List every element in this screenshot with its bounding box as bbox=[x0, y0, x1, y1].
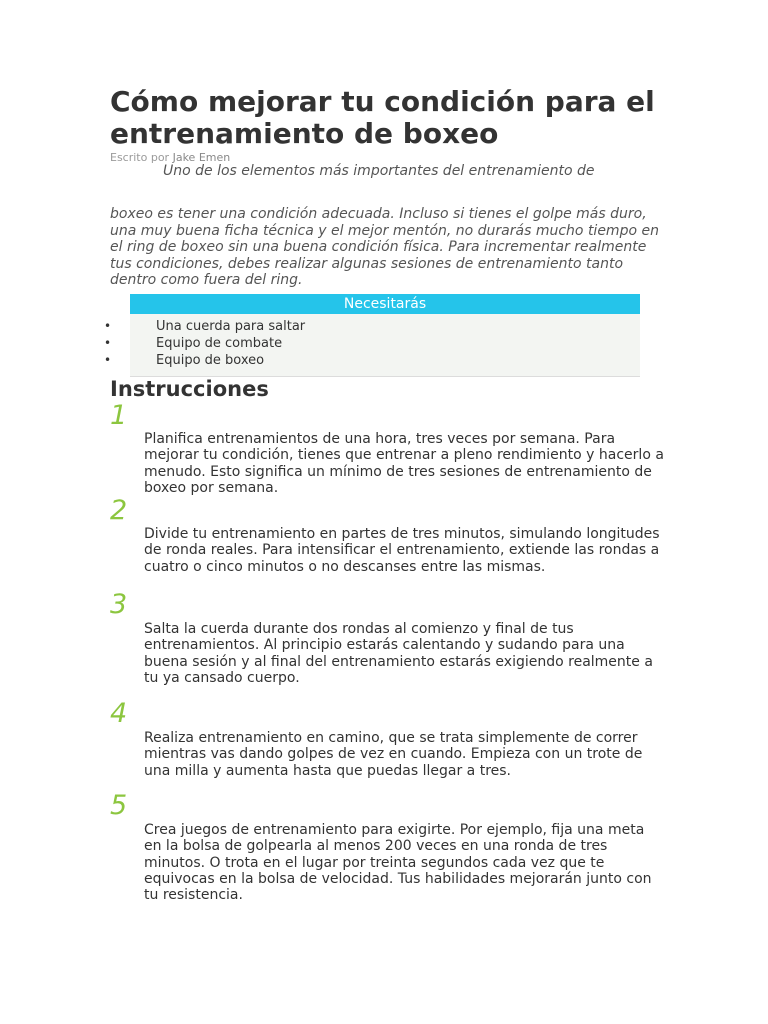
byline-prefix: Escrito por bbox=[110, 151, 170, 164]
list-item bbox=[0, 335, 400, 352]
intro-first-line: Uno de los elementos más importantes del entrenamiento de bbox=[163, 163, 595, 179]
list-item bbox=[0, 318, 400, 335]
step-number: 5 bbox=[110, 790, 128, 821]
intro-paragraph: boxeo es tener una condición adecuada. Incluso si tienes el golpe más duro, una muy buena ficha técnica y el mejor mentón, no durarás mucho tiempo en el ring de boxeo sin una buena condición física. Para incrementar realmente tus condiciones, debes realizar algunas sesiones de entrenamiento tanto dentro como fuera del ring. bbox=[110, 206, 659, 289]
step-text: Realiza entrenamiento en camino, que se trata simplemente de correr mientras vas dando golpes de vez en cuando. Empieza con un trote de una milla y aumenta hasta que puedas llegar a tres. bbox=[144, 730, 643, 779]
step-number: 4 bbox=[110, 698, 128, 729]
step-text: Crea juegos de entrenamiento para exigirte. Por ejemplo, fija una meta en la bolsa de golpearla al menos 200 veces en una ronda de tres minutos. O trota en el lugar por treinta segundos cada vez que te equivocas en la bolsa de velocidad. Tus habilidades mejorarán junto con tu resistencia. bbox=[144, 822, 652, 904]
list-item bbox=[0, 352, 400, 369]
step-text: Salta la cuerda durante dos rondas al comienzo y final de tus entrenamientos. Al principio estarás calentando y sudando para una buena sesión y al final del entrenamiento estarás exigiendo realmente a tu ya cansado cuerpo. bbox=[144, 621, 653, 686]
article-title: Cómo mejorar tu condición para el entrenamiento de boxeo bbox=[110, 85, 655, 150]
instructions-heading: Instrucciones bbox=[110, 377, 269, 401]
step-number: 3 bbox=[110, 589, 128, 620]
bullet-icon: • bbox=[104, 319, 112, 333]
list-item-text: Equipo de boxeo bbox=[156, 353, 265, 368]
list-item-text: Una cuerda para saltar bbox=[156, 319, 306, 334]
step-text: Planifica entrenamientos de una hora, tres veces por semana. Para mejorar tu condición, tienes que entrenar a pleno rendimiento y hacerlo a menudo. Esto significa un mínimo de tres sesiones de entrenamiento de boxeo por semana. bbox=[144, 431, 664, 496]
author-name[interactable]: Jake Emen bbox=[172, 151, 231, 164]
step-number: 2 bbox=[110, 495, 128, 526]
bullet-icon: • bbox=[104, 353, 112, 367]
step-number: 1 bbox=[110, 400, 128, 431]
step-text: Divide tu entrenamiento en partes de tres minutos, simulando longitudes de ronda reales. Para intensificar el entrenamiento, extiende las rondas a cuatro o cinco minutos o no descanses entre las mismas. bbox=[144, 526, 660, 575]
needs-header: Necesitarás bbox=[130, 294, 640, 314]
bullet-icon: • bbox=[104, 336, 112, 350]
list-item-text: Equipo de combate bbox=[156, 336, 283, 351]
